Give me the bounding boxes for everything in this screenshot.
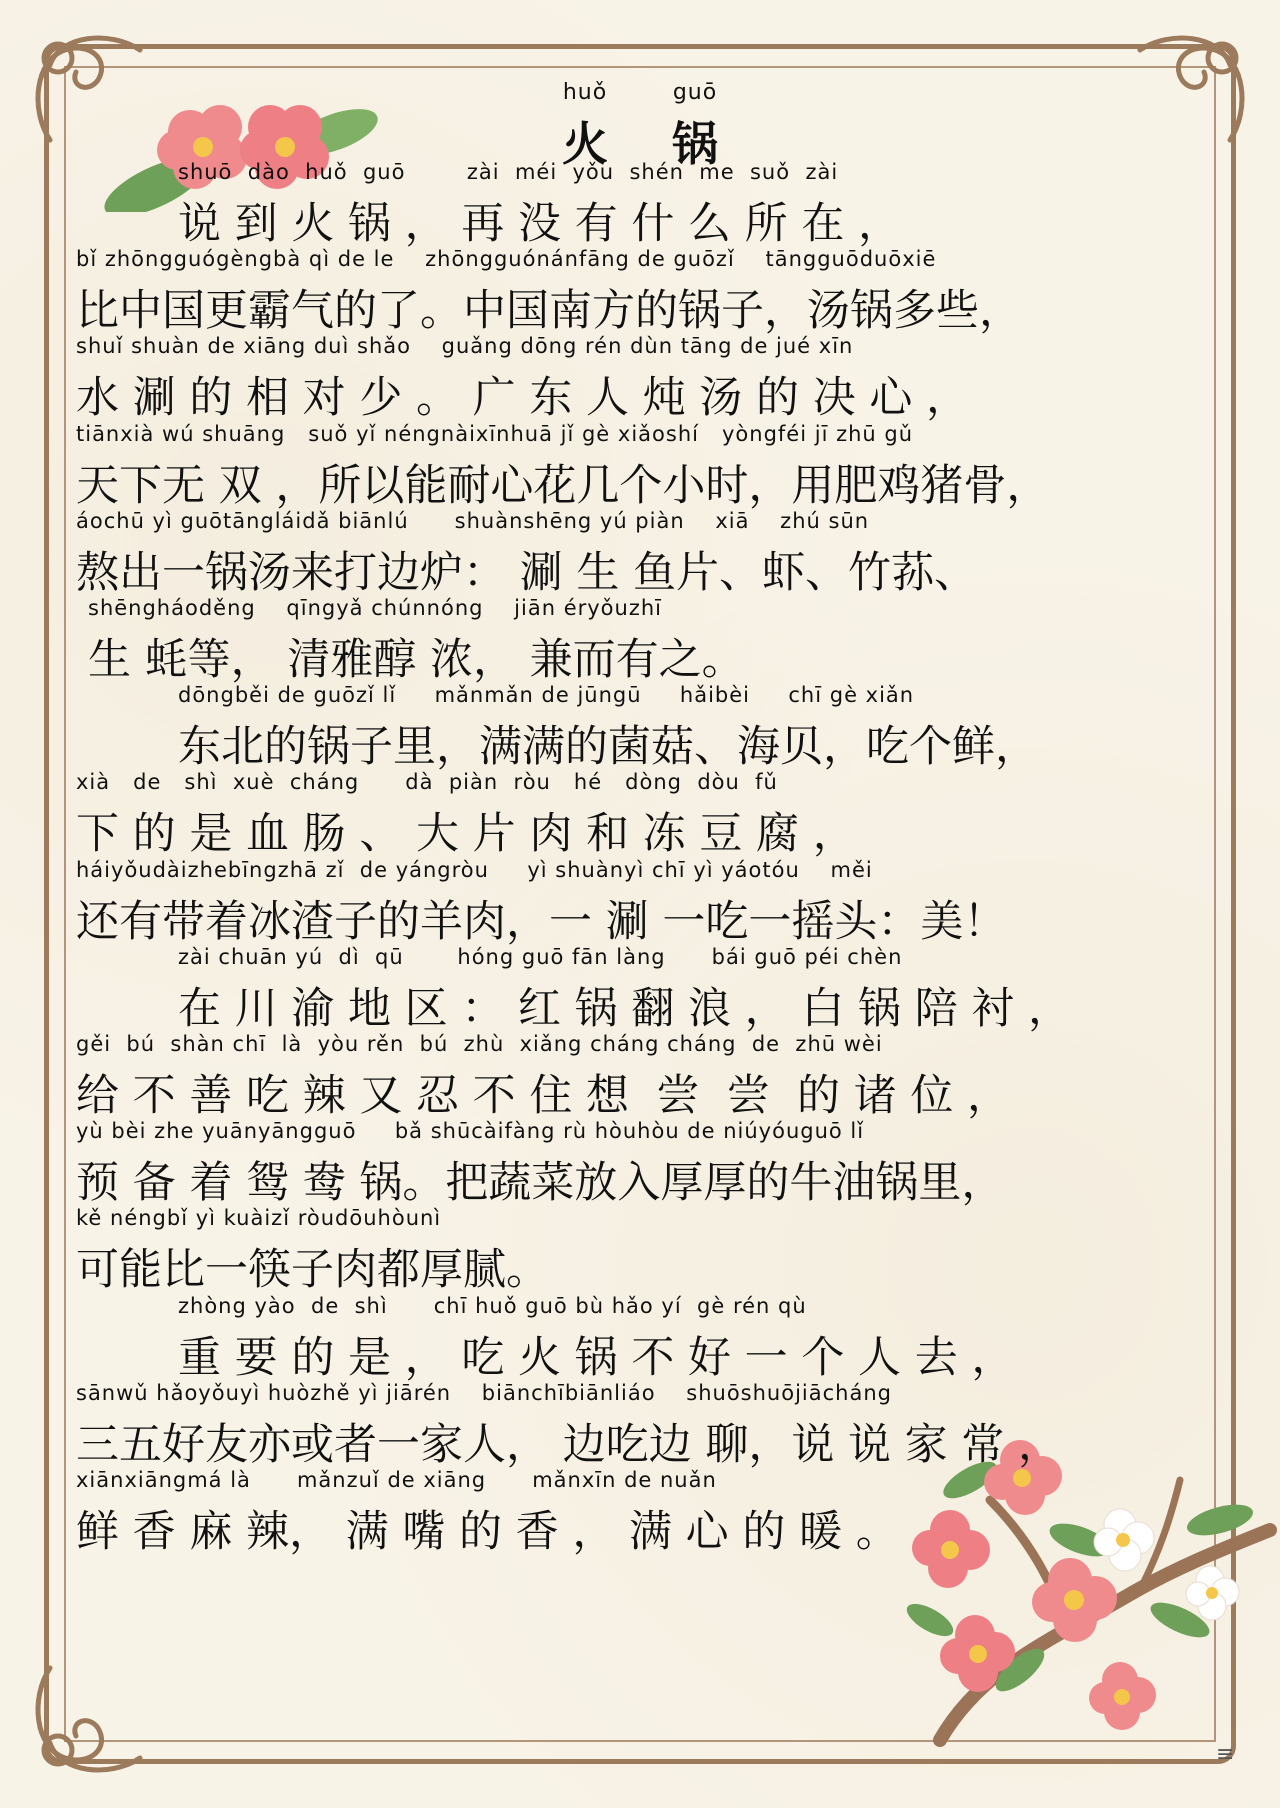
hanzi-line: 给 不 善 吃 辣 又 忍 不 住 想 尝 尝 的 诸 位 ， [76,1071,1011,1121]
menu-icon[interactable]: ≡ [1216,1742,1235,1767]
pinyin-line: bǐ zhōngguógèngbà qì de le zhōngguónánfāng de guōzǐ tāngguōduōxiē [76,247,937,272]
text-line [0,334,1280,424]
pinyin-line: shuǐ shuàn de xiāng duì shǎo guǎng dōng rén dùn tāng de jué xīn [76,334,854,359]
text-line [0,683,1280,773]
hanzi-line: 说 到 火 锅 ， 再 没 有 什 么 所 在 ， [178,199,902,249]
text-line [0,770,1280,860]
hanzi-line: 重 要 的 是 ， 吃 火 锅 不 好 一 个 人 去 ， [178,1332,1015,1383]
text-line [0,508,1280,598]
hanzi-line: 鲜 香 麻 辣， 满 嘴 的 香 ， 满 心 的 暖 。 [76,1507,899,1557]
text-line [0,1119,1280,1209]
text-line [0,1206,1280,1296]
title-pinyin-2: guō [672,80,718,105]
hanzi-line: 下 的 是 血 肠 、 大 片 肉 和 冻 豆 腐 ， [76,809,856,860]
pinyin-line: shuō dào huǒ guō zài méi yǒu shén me suǒ zài [178,160,839,184]
hanzi-line: 东北的锅子里，满满的菌菇、海贝，吃个鲜， [178,722,1038,773]
pinyin-line: zài chuān yú dì qū hóng guō fān làng bái guō péi chèn [178,944,903,969]
pinyin-line: háiyǒudàizhebīngzhā zǐ de yángròu yì shuànyì chī yì yáotóu měi [76,857,873,882]
corner-ornament-bottom-left [20,1648,160,1788]
hanzi-line: 可能比一筷子肉都厚腻。 [76,1245,549,1296]
text-line [0,857,1280,947]
pinyin-line: zhòng yào de shì chī huǒ guō bù hǎo yí gè rén qù [178,1293,807,1318]
pinyin-line: shēngháoděng qīngyǎ chúnnóng jiān éryǒuzhī [88,596,663,620]
text-line [0,596,1280,685]
hanzi-line: 在 川 渝 地 区 ： 红 锅 翻 浪 ， 白 锅 陪 衬 ， [178,983,1072,1034]
text-line [0,1032,1280,1121]
hanzi-line: 预 备 着 鸳 鸯 锅。把蔬菜放入厚厚的牛油锅里， [76,1158,1005,1209]
text-line [0,160,1280,249]
pinyin-line: sānwǔ hǎoyǒuyì huòzhě yì jiārén biānchībiānliáo shuōshuōjiācháng [76,1380,892,1405]
pinyin-line: yù bèi zhe yuānyāngguō bǎ shūcàifàng rù hòuhòu de niúyóuguō lǐ [76,1119,865,1144]
pinyin-line: kě néngbǐ yì kuàizǐ ròudōuhòunì [76,1206,442,1231]
text-line [0,1468,1280,1557]
hanzi-line: 比中国更霸气的了。中国南方的锅子，汤锅多些， [76,286,1022,337]
pinyin-line: tiānxià wú shuāng suǒ yǐ néngnàixīnhuā jǐ gè xiǎoshí yòngféi jī zhū gǔ [76,421,914,446]
pinyin-line: gěi bú shàn chī là yòu rěn bú zhù xiǎng cháng cháng de zhū wèi [76,1032,883,1056]
text-line [0,421,1280,511]
pinyin-line: dōngběi de guōzǐ lǐ mǎnmǎn de jūngū hǎibèi chī gè xiǎn [178,683,915,708]
hanzi-line: 生 蚝等， 清雅醇 浓， 兼而有之。 [88,635,745,685]
hanzi-line: 还有带着冰渣子的羊肉，一 涮 一吃一摇头：美！ [76,896,1007,947]
title-pinyin [0,80,1280,105]
pinyin-line: xiānxiāngmá là mǎnzuǐ de xiāng mǎnxīn de nuǎn [76,1468,717,1492]
pinyin-line: áochū yì guōtāngláidǎ biānlú shuànshēng yú piàn xiā zhú sūn [76,508,870,533]
text-line [0,1293,1280,1383]
title-char-2: 锅 [672,117,718,171]
hanzi-line: 水 涮 的 相 对 少 。 广 东 人 炖 汤 的 决 心 ， [76,373,970,424]
text-line [0,1380,1280,1470]
hanzi-line: 天下无 双 ，所以能耐心花几个小时，用肥鸡猪骨， [76,460,1050,511]
title-char-1: 火 [562,117,608,171]
hanzi-line: 三五好友亦或者一家人， 边吃边 聊，说 说 家 常 ， [76,1419,1062,1470]
pinyin-line: xià de shì xuè cháng dà piàn ròu hé dòng dòu fǔ [76,770,778,795]
text-line [0,247,1280,337]
title-pinyin-1: huǒ [562,80,608,105]
text-line [0,944,1280,1034]
hanzi-line: 熬出一锅汤来打边炉： 涮 生 鱼片、虾、竹荪、 [76,547,978,598]
